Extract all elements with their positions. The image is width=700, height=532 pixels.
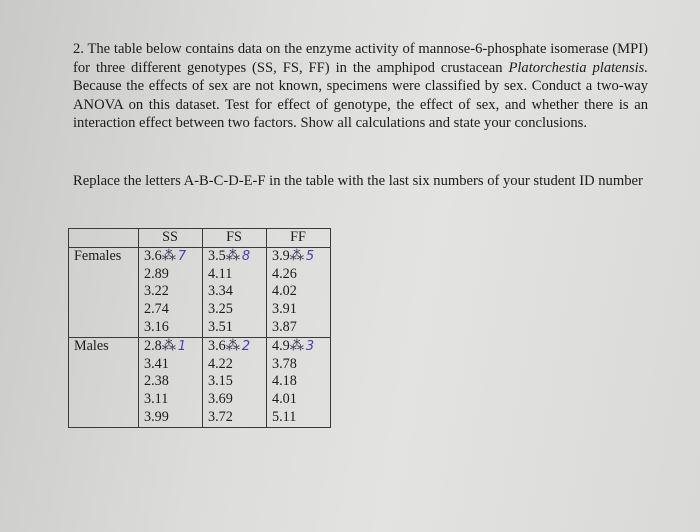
table-cell [267,409,331,427]
table-cell [203,283,267,301]
sex-label: Females [69,247,139,265]
printed-value: 3.16 [144,318,169,335]
printed-value: 2.89 [144,265,169,282]
printed-value: 3.5 [208,247,226,264]
scribble-mark: ⁂ [225,337,239,354]
printed-value: 4.22 [208,355,233,372]
printed-value: 3.11 [144,391,169,408]
table-row [69,319,331,337]
table-row [69,283,331,301]
sex-label [69,409,139,427]
table-cell [203,266,267,284]
printed-value: 3.91 [272,301,297,318]
table-cell [203,301,267,319]
printed-value: 3.34 [208,283,233,300]
scribble-mark: ⁂ [161,337,175,354]
printed-value: 3.87 [272,318,297,335]
table-header-row [69,229,331,248]
handwritten-digit: 8 [241,248,251,264]
table-cell [139,283,203,301]
printed-value: 4.26 [272,265,297,282]
header-ff: FF [267,229,331,248]
handwritten-digit: 7 [177,248,187,264]
header-ss: SS [139,229,203,248]
handwritten-digit: 3 [305,338,315,354]
printed-value: 2.38 [144,373,169,390]
question-text-part1: The table below contains data on the enzyme activity of mannose-6-phosphate isomerase (MPI) for three different genotypes (SS, FS, FF) in the amphipod crustacean [73,41,648,76]
scribble-mark: ⁂ [289,247,303,264]
printed-value: 2.8 [144,337,162,354]
printed-value: 4.11 [208,265,233,282]
table-row [69,266,331,284]
table-row [69,409,331,427]
table-cell [267,373,331,391]
question-text-part2: Because the effects of sex are not known, specimens were classified by sex. Conduct a two-way ANOVA on this dataset. Test for effect of genotype, the effect of sex, and whether there is an interaction effect between two factors. Show all calculations and state your conclusions. [73,78,648,132]
table-row [69,301,331,319]
table-row [69,373,331,391]
table-cell [267,266,331,284]
printed-value: 3.15 [208,373,233,390]
sex-label [69,319,139,337]
handwritten-digit: 1 [177,338,187,354]
printed-value: 3.9 [272,247,290,264]
sex-label [69,356,139,374]
printed-value: 3.99 [144,408,169,425]
handwritten-digit: 5 [305,248,315,264]
table-cell [267,391,331,409]
printed-value: 3.69 [208,391,233,408]
scribble-mark: ⁂ [289,337,303,354]
table-cell [267,319,331,337]
printed-value: 3.41 [144,355,169,372]
table-cell [139,337,203,355]
printed-value: 4.02 [272,283,297,300]
sex-label [69,373,139,391]
printed-value: 5.11 [272,408,297,425]
scribble-mark: ⁂ [225,247,239,264]
printed-value: 3.72 [208,408,233,425]
sex-label [69,283,139,301]
table-cell [139,319,203,337]
table-cell [203,391,267,409]
sex-label [69,301,139,319]
table-cell [139,266,203,284]
table-cell [139,373,203,391]
table-cell [203,373,267,391]
table-cell [203,409,267,427]
handwritten-digit: 2 [241,338,251,354]
table-cell [203,247,267,265]
table-cell [267,356,331,374]
printed-value: 4.18 [272,373,297,390]
table-cell [139,247,203,265]
printed-value: 4.9 [272,337,290,354]
question-number: 2. [73,41,84,57]
table-cell [139,409,203,427]
table-cell [267,283,331,301]
printed-value: 3.22 [144,283,169,300]
header-sex [69,229,139,248]
table-cell [203,319,267,337]
scribble-mark: ⁂ [161,247,175,264]
table-cell [267,301,331,319]
table-cell [139,301,203,319]
table-cell [203,356,267,374]
table-cell [203,337,267,355]
sex-label [69,266,139,284]
instruction-paragraph: Replace the letters A-B-C-D-E-F in the table with the last six numbers of your student ID number [73,173,643,189]
printed-value: 4.01 [272,391,297,408]
table-body [69,247,331,427]
table-row [69,356,331,374]
table-row [69,337,331,355]
table-cell [139,391,203,409]
printed-value: 3.6 [144,247,162,264]
enzyme-activity-table [68,228,331,428]
table-cell [139,356,203,374]
sex-label [69,391,139,409]
printed-value: 3.25 [208,301,233,318]
printed-value: 3.51 [208,318,233,335]
table-cell [267,337,331,355]
table-row [69,247,331,265]
printed-value: 3.78 [272,355,297,372]
sex-label: Males [69,337,139,355]
table-row [69,391,331,409]
question-paragraph [73,40,648,133]
species-name: Platorchestia platensis. [508,59,649,76]
table-cell [267,247,331,265]
header-fs: FS [203,229,267,248]
printed-value: 3.6 [208,337,226,354]
printed-value: 2.74 [144,301,169,318]
